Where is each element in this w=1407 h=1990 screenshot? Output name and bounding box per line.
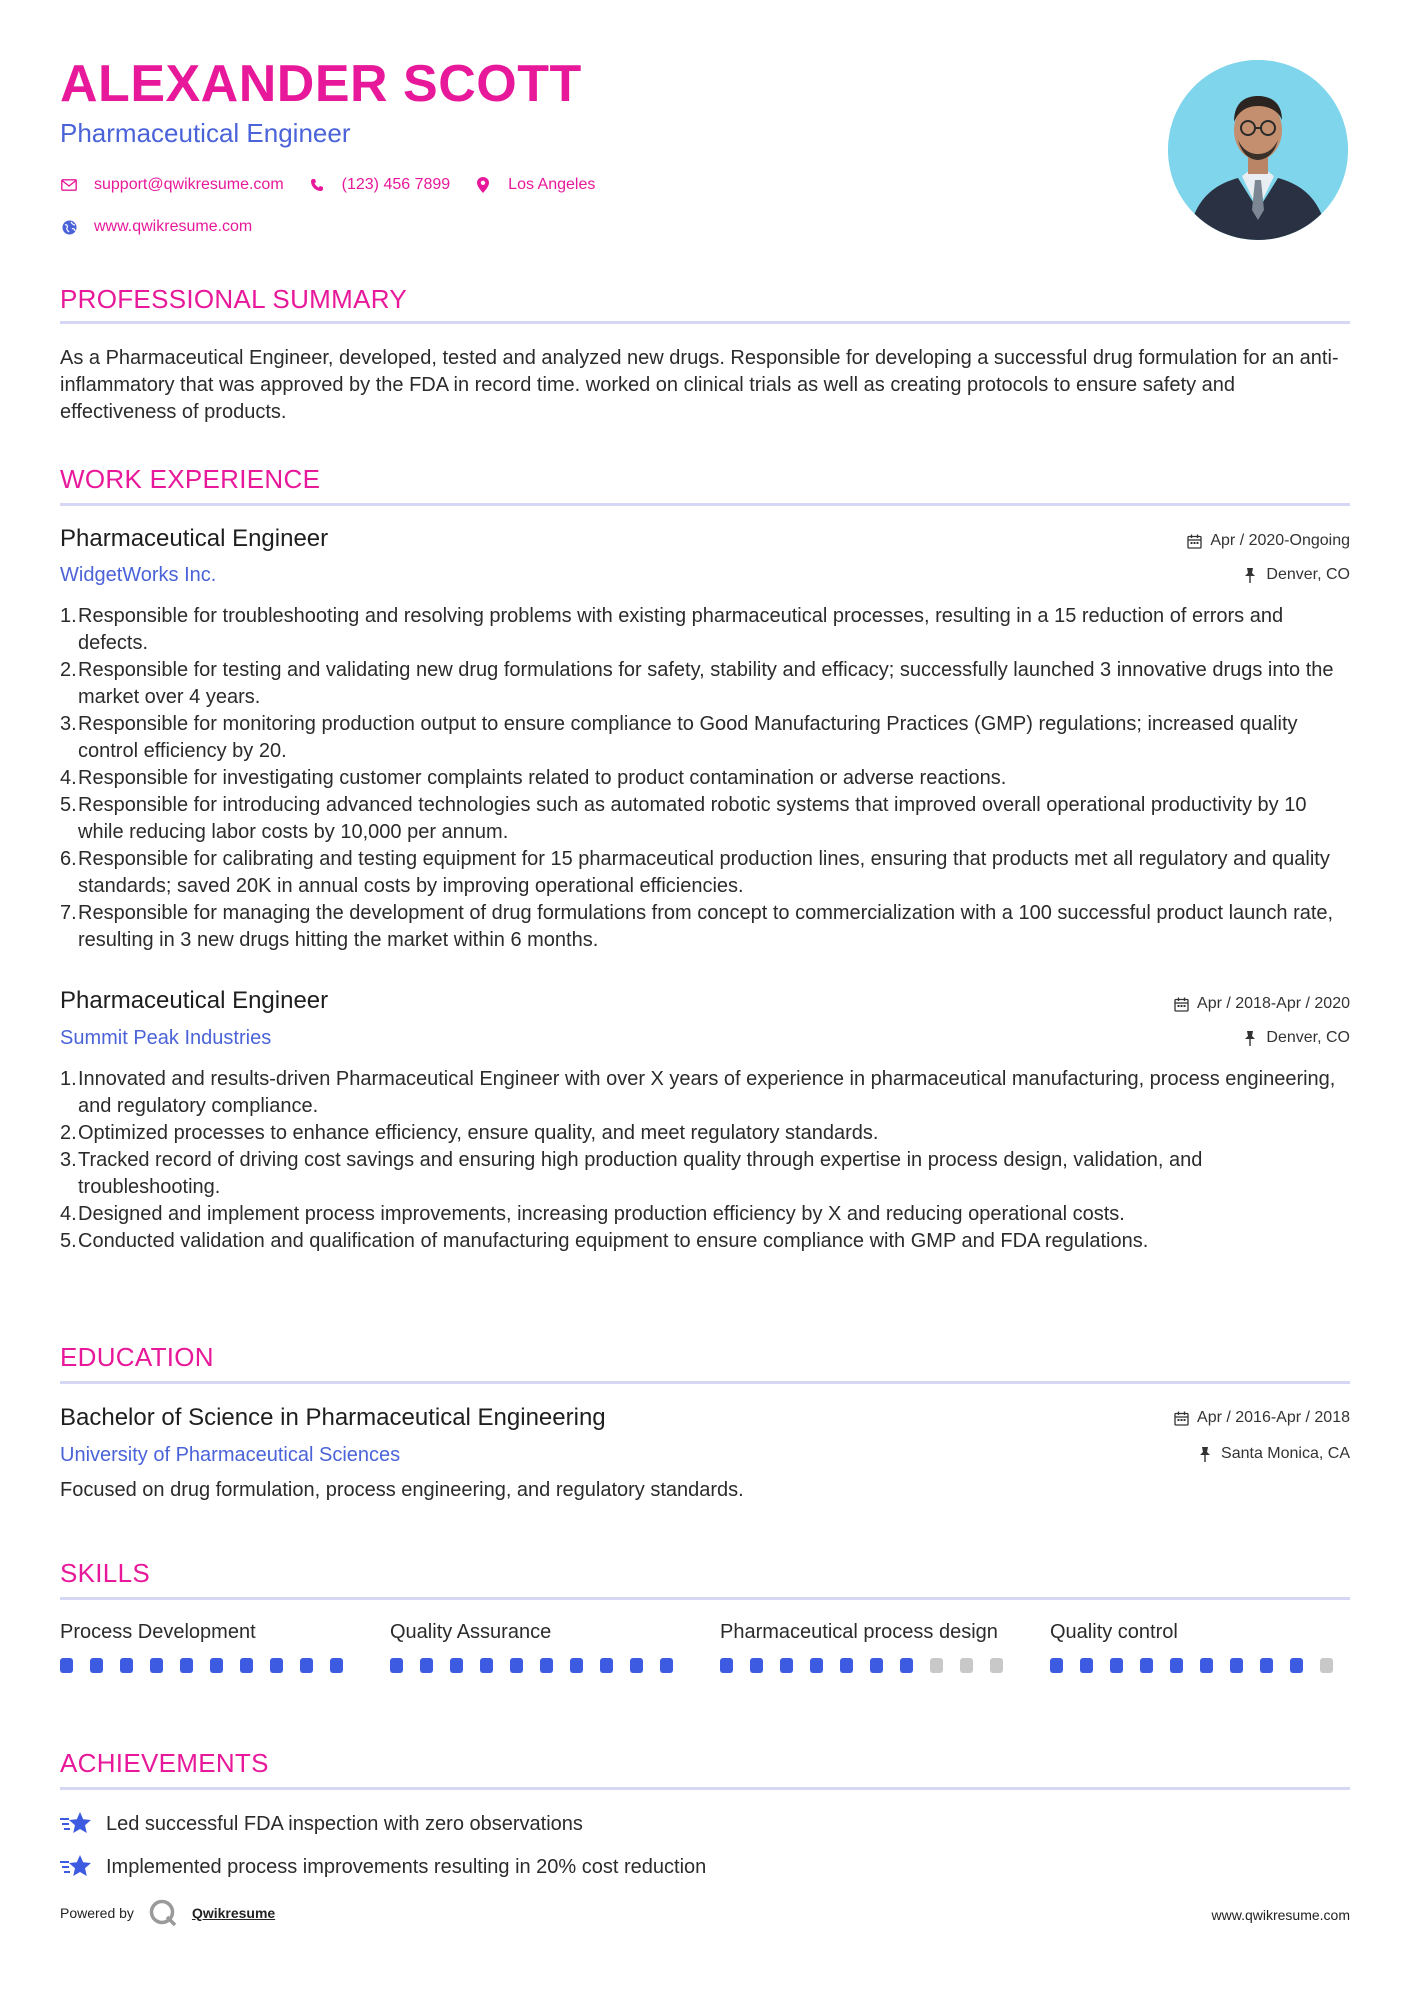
pushpin-icon [1197, 1446, 1213, 1462]
skill-item [60, 1619, 360, 1673]
job-bullets [60, 1066, 1350, 1255]
list-item: 2. Optimized processes to enhance efficiency, ensure quality, and meet regulatory standards. [60, 1122, 879, 1144]
email-icon [60, 176, 78, 194]
experience-heading: WORK EXPERIENCE [60, 464, 321, 494]
list-item: 6. Responsible for calibrating and testing equipment for 15 pharmaceutical production lines, ensuring that products met all regulatory and quality standards; saved 20K in annual costs by improving operational efficiencies. [60, 848, 1330, 897]
skill-dot-filled [330, 1658, 343, 1673]
job-location [1242, 1030, 1350, 1046]
skill-dot-filled [900, 1658, 913, 1673]
skill-dot-filled [780, 1658, 793, 1673]
skill-dot-filled [180, 1658, 193, 1673]
education-location [1197, 1446, 1350, 1462]
job-dates-text: Apr / 2020-Ongoing [1210, 532, 1350, 549]
pushpin-icon [1242, 567, 1258, 583]
skill-item [720, 1619, 1020, 1673]
skill-dot-filled [60, 1658, 73, 1673]
list-item: 7. Responsible for managing the development of drug formulations from concept to commercialization with a 100 successful product launch rate, resulting in 3 new drugs hitting the market within 6 months. [60, 902, 1334, 951]
education-dates [1173, 1410, 1350, 1426]
calendar-icon [1173, 1410, 1189, 1426]
education-description: Focused on drug formulation, process engineering, and regulatory standards. [60, 1479, 744, 1501]
email-text: support@qwikresume.com [94, 176, 284, 193]
education-dates-text: Apr / 2016-Apr / 2018 [1197, 1409, 1350, 1426]
list-item: 4. Responsible for investigating customer complaints related to product contamination or adverse reactions. [60, 767, 1007, 789]
summary-heading: PROFESSIONAL SUMMARY [60, 284, 407, 314]
contact-phone[interactable] [308, 176, 451, 194]
contact-row [60, 176, 619, 194]
map-pin-icon [474, 176, 492, 194]
company-name: WidgetWorks Inc. [60, 564, 217, 586]
brand-link[interactable]: Qwikresume [191, 1905, 276, 1921]
phone-icon [308, 176, 326, 194]
achievement-text: Implemented process improvements resulting in 20% cost reduction [106, 1856, 707, 1878]
job-dates [1173, 996, 1350, 1012]
list-item: 4. Designed and implement process improvements, increasing production efficiency by X and reducing operational costs. [60, 1203, 1125, 1225]
skill-name: Pharmaceutical process design [720, 1621, 998, 1643]
school-name: University of Pharmaceutical Sciences [60, 1444, 401, 1466]
list-item: 3. Tracked record of driving cost savings and ensuring high production quality through expertise in process design, validation, and troubleshooting. [60, 1149, 1203, 1198]
phone-text: (123) 456 7899 [341, 176, 451, 193]
skill-dot-filled [1050, 1658, 1063, 1673]
skill-dot-empty [960, 1658, 973, 1673]
section-divider [60, 1787, 1350, 1790]
skill-dot-filled [1140, 1658, 1153, 1673]
job-title: Pharmaceutical Engineer [60, 987, 329, 1014]
calendar-icon [1186, 533, 1202, 549]
footer-website[interactable]: www.qwikresume.com [1211, 1907, 1350, 1923]
skill-dot-filled [1200, 1658, 1213, 1673]
star-icon [60, 1810, 92, 1838]
list-item: 3. Responsible for monitoring production output to ensure compliance to Good Manufacturing Practices (GMP) regulations; increased quality control efficiency by 20. [60, 713, 1298, 762]
skill-dot-filled [810, 1658, 823, 1673]
skill-item [1050, 1619, 1350, 1673]
skill-dot-filled [420, 1658, 433, 1673]
profile-photo [1168, 60, 1348, 240]
skill-dot-filled [600, 1658, 613, 1673]
education-heading: EDUCATION [60, 1342, 214, 1372]
skill-dot-filled [1260, 1658, 1273, 1673]
contact-row-2 [60, 218, 276, 236]
skill-dot-filled [1230, 1658, 1243, 1673]
skill-dot-filled [1290, 1658, 1303, 1673]
star-icon [60, 1853, 92, 1881]
skills-heading: SKILLS [60, 1558, 150, 1588]
skill-dot-filled [390, 1658, 403, 1673]
candidate-name: ALEXANDER SCOTT [60, 55, 582, 113]
section-divider [60, 1597, 1350, 1600]
company-name: Summit Peak Industries [60, 1027, 272, 1049]
calendar-icon [1173, 996, 1189, 1012]
section-divider [60, 1381, 1350, 1384]
qwikresume-logo-icon [148, 1898, 178, 1928]
achievement-item [60, 1810, 583, 1838]
skill-rating [720, 1658, 1020, 1673]
skill-name: Quality Assurance [390, 1621, 552, 1643]
skill-dot-filled [90, 1658, 103, 1673]
list-item: 1. Innovated and results-driven Pharmaceutical Engineer with over X years of experience in pharmaceutical manufacturing, process engineering, and regulatory compliance. [60, 1068, 1336, 1117]
job-bullets [60, 603, 1350, 954]
achievement-item [60, 1853, 706, 1881]
education-location-text: Santa Monica, CA [1221, 1445, 1350, 1462]
skill-dot-filled [510, 1658, 523, 1673]
footer-powered-by [60, 1898, 275, 1928]
list-item: 5. Responsible for introducing advanced technologies such as automated robotic systems that improved overall operational productivity by 10 while reducing labor costs by 10,000 per annum. [60, 794, 1307, 843]
skill-dot-filled [570, 1658, 583, 1673]
list-item: 2. Responsible for testing and validating new drug formulations for safety, stability and efficacy; successfully launched 3 innovative drugs into the market over 4 years. [60, 659, 1334, 708]
skill-name: Process Development [60, 1621, 256, 1643]
skill-dot-filled [1170, 1658, 1183, 1673]
contact-location [474, 176, 595, 194]
degree-title: Bachelor of Science in Pharmaceutical Engineering [60, 1404, 606, 1431]
achievement-text: Led successful FDA inspection with zero observations [106, 1813, 583, 1835]
job-dates-text: Apr / 2018-Apr / 2020 [1197, 995, 1350, 1012]
skill-dot-filled [750, 1658, 763, 1673]
skill-name: Quality control [1050, 1621, 1178, 1643]
skill-dot-filled [240, 1658, 253, 1673]
skill-rating [60, 1658, 360, 1673]
job-location-text: Denver, CO [1266, 1029, 1350, 1046]
skill-dot-empty [930, 1658, 943, 1673]
skill-dot-filled [450, 1658, 463, 1673]
skill-dot-empty [1320, 1658, 1333, 1673]
skill-dot-filled [720, 1658, 733, 1673]
website-text: www.qwikresume.com [94, 218, 253, 235]
skill-dot-filled [210, 1658, 223, 1673]
skill-dot-filled [300, 1658, 313, 1673]
location-text: Los Angeles [508, 176, 596, 193]
skill-dot-filled [840, 1658, 853, 1673]
resume-page [60, 0, 1350, 1990]
summary-text: As a Pharmaceutical Engineer, developed, tested and analyzed new drugs. Responsible for developing a successful drug formulation for an anti-inflammatory that was approved by the FDA in record time. worked on clinical trials as well as creating protocols to ensure safety and effectiveness of products. [60, 347, 1339, 423]
skill-dot-filled [120, 1658, 133, 1673]
contact-email[interactable] [60, 176, 284, 194]
skill-dot-filled [660, 1658, 673, 1673]
skill-rating [1050, 1658, 1350, 1673]
skill-item [390, 1619, 690, 1673]
skill-dot-filled [1080, 1658, 1093, 1673]
skill-dot-filled [630, 1658, 643, 1673]
contact-website[interactable] [60, 218, 252, 236]
skill-dot-filled [1110, 1658, 1123, 1673]
achievements-heading: ACHIEVEMENTS [60, 1748, 269, 1778]
job-location [1242, 567, 1350, 583]
job-location-text: Denver, CO [1266, 566, 1350, 583]
skill-dot-filled [480, 1658, 493, 1673]
skill-dot-empty [990, 1658, 1003, 1673]
list-item: 5. Conducted validation and qualification of manufacturing equipment to ensure compliance with GMP and FDA regulations. [60, 1230, 1149, 1252]
job-title: Pharmaceutical Engineer [60, 525, 329, 552]
skill-dot-filled [270, 1658, 283, 1673]
globe-icon [60, 218, 78, 236]
powered-by-label: Powered by [60, 1905, 134, 1921]
job-dates [1186, 533, 1350, 549]
skill-rating [390, 1658, 690, 1673]
candidate-role: Pharmaceutical Engineer [60, 118, 351, 148]
skill-dot-filled [540, 1658, 553, 1673]
skill-dot-filled [150, 1658, 163, 1673]
pushpin-icon [1242, 1030, 1258, 1046]
section-divider [60, 503, 1350, 506]
skill-dot-filled [870, 1658, 883, 1673]
list-item: 1. Responsible for troubleshooting and resolving problems with existing pharmaceutical processes, resulting in a 15 reduction of errors and defects. [60, 605, 1284, 654]
section-divider [60, 321, 1350, 324]
